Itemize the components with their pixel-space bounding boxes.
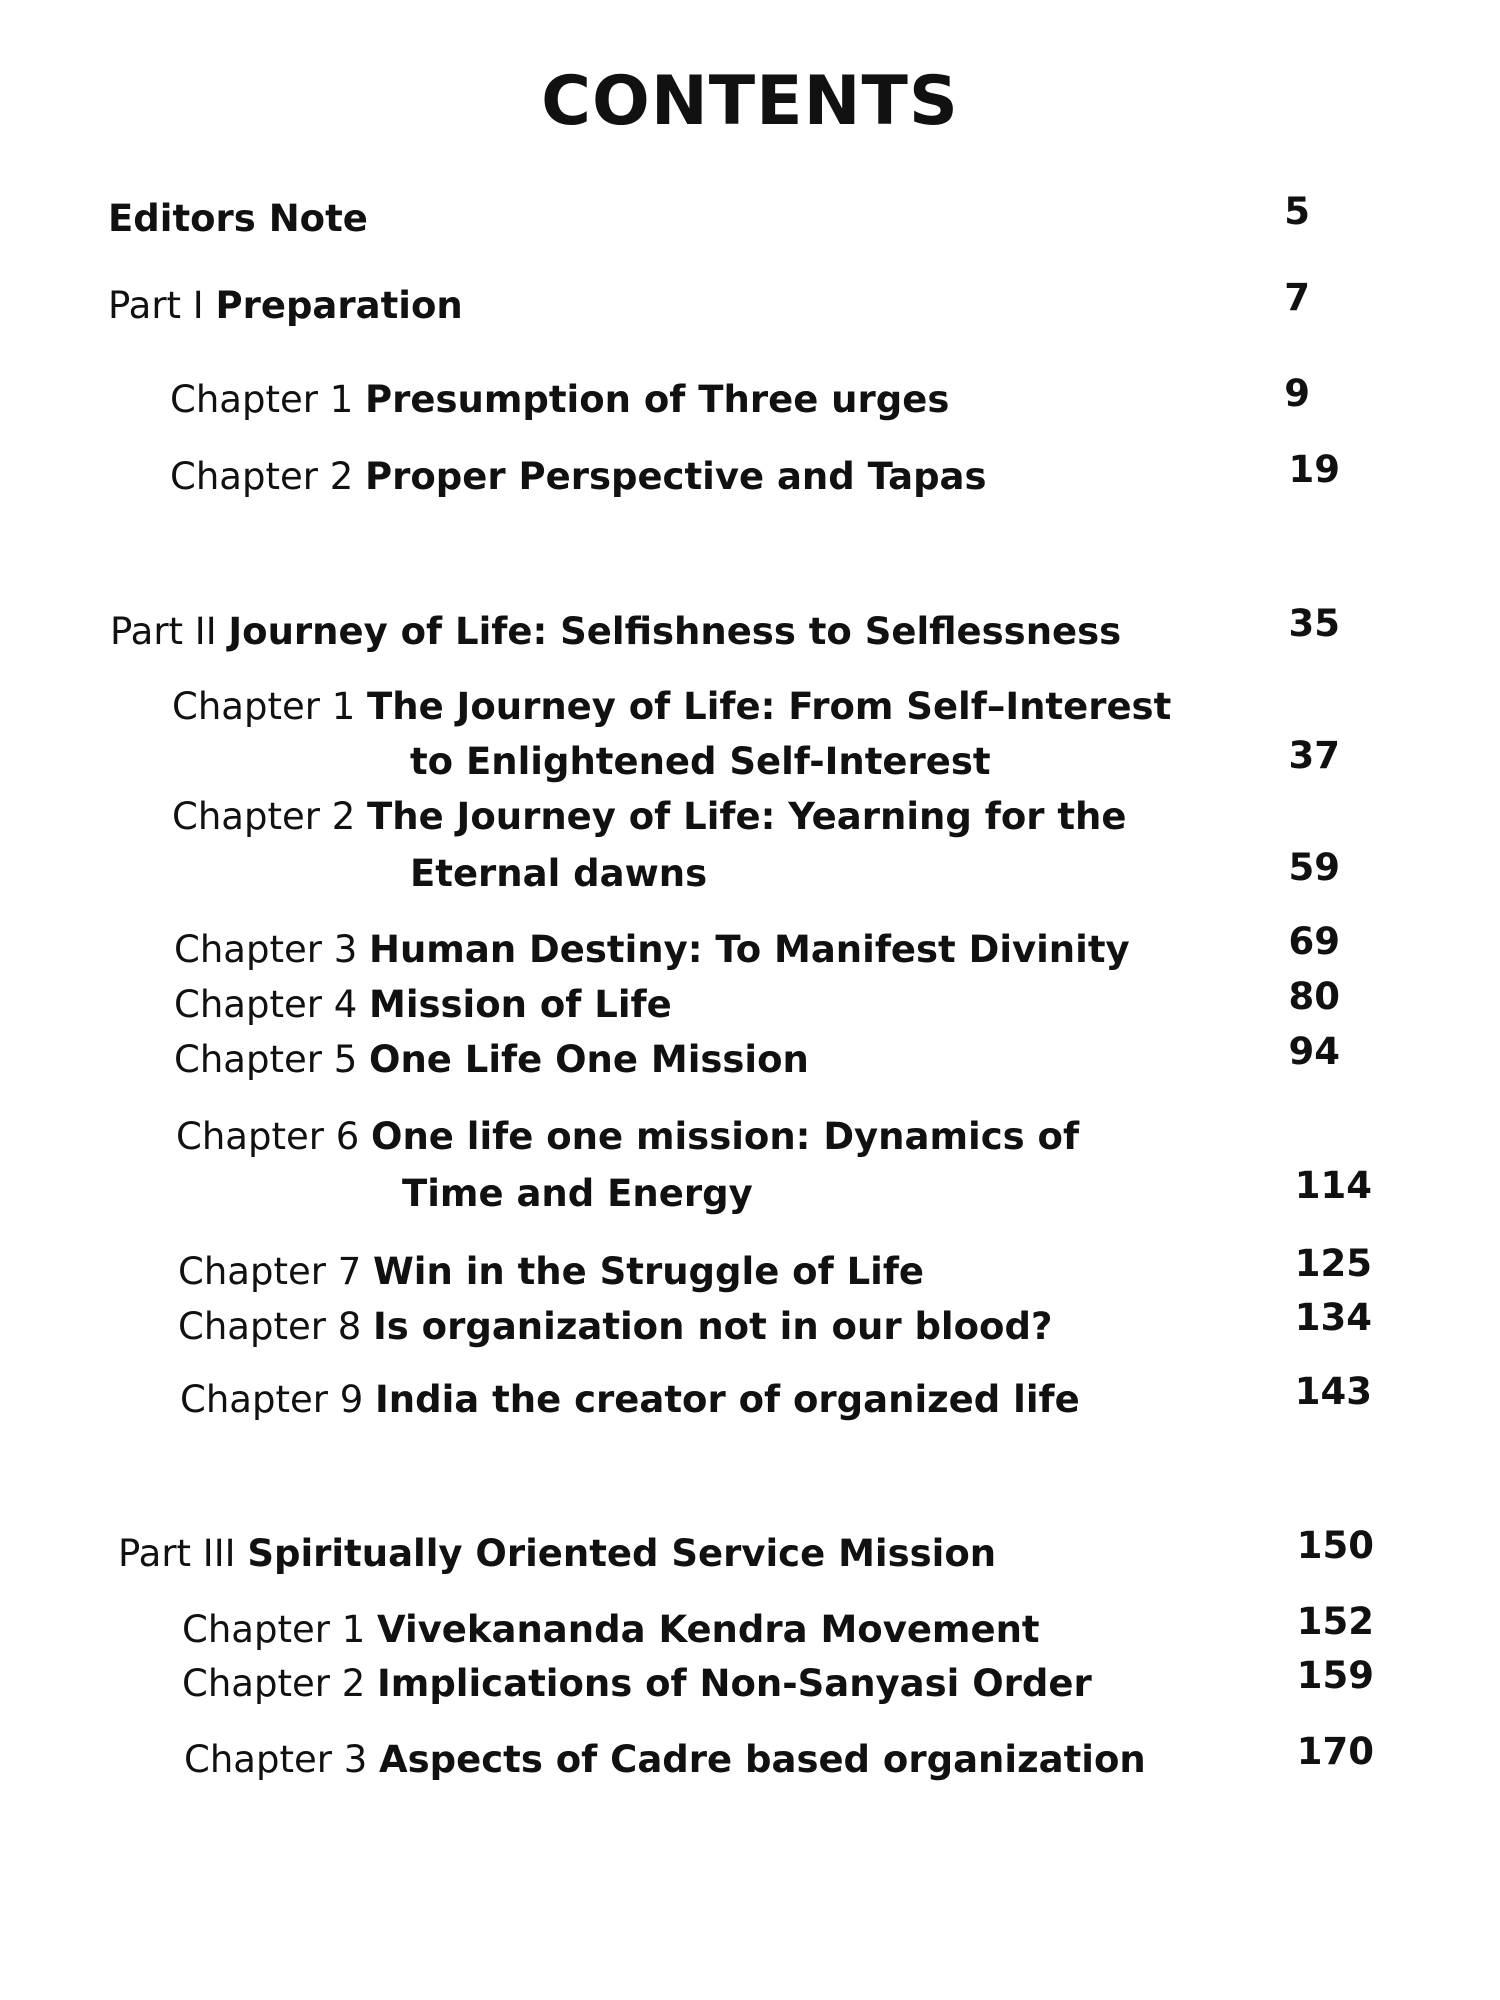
- chapter-title: Implications of Non-Sanyasi Order: [377, 1662, 1092, 1705]
- toc-entry: [178, 1305, 1052, 1349]
- chapter-label: Chapter 2: [170, 455, 354, 498]
- part-label: Part III: [118, 1532, 236, 1575]
- toc-part-2: [110, 610, 1121, 654]
- chapter-label: Chapter 2: [172, 795, 356, 838]
- page-number: 143: [1294, 1370, 1372, 1413]
- toc-entry: [174, 983, 672, 1027]
- chapter-title: Win in the Struggle of Life: [373, 1250, 925, 1293]
- chapter-label: Chapter 9: [180, 1378, 364, 1421]
- page-number: 159: [1296, 1654, 1374, 1697]
- toc-entry-continuation: [402, 1172, 753, 1216]
- page-number: 134: [1294, 1296, 1372, 1339]
- toc-part-1: [108, 284, 463, 328]
- chapter-label: Chapter 7: [178, 1250, 362, 1293]
- toc-entry: [174, 928, 1130, 972]
- chapter-title-line2: Time and Energy: [402, 1172, 753, 1215]
- page-number: 150: [1296, 1524, 1374, 1567]
- page-number: 35: [1288, 602, 1340, 645]
- chapter-title: One life one mission: Dynamics of: [371, 1115, 1080, 1158]
- toc-part-3: [118, 1532, 996, 1576]
- page-number: 125: [1294, 1242, 1372, 1285]
- toc-entry: [170, 455, 987, 499]
- chapter-title: Is organization not in our blood?: [373, 1305, 1053, 1348]
- page-number: 37: [1288, 734, 1340, 777]
- part-title: Preparation: [215, 284, 463, 327]
- toc-entry: [182, 1608, 1040, 1652]
- chapter-title-line2: Eternal dawns: [410, 852, 708, 895]
- page-title: CONTENTS: [541, 62, 959, 141]
- page-number: 152: [1296, 1600, 1374, 1643]
- chapter-label: Chapter 2: [182, 1662, 366, 1705]
- page-number: 170: [1296, 1730, 1374, 1773]
- chapter-title: The Journey of Life: Yearning for the: [367, 795, 1127, 838]
- toc-entry: [184, 1738, 1146, 1782]
- part-title: Journey of Life: Selfishness to Selflessness: [228, 610, 1122, 653]
- page-number: 19: [1288, 448, 1340, 491]
- chapter-title-line2: to Enlightened Self-Interest: [410, 740, 991, 783]
- toc-entry: [174, 1038, 809, 1082]
- toc-entry: [170, 378, 949, 422]
- chapter-label: Chapter 1: [182, 1608, 366, 1651]
- toc-entry: [182, 1662, 1092, 1706]
- chapter-label: Chapter 8: [178, 1305, 362, 1348]
- chapter-title: Mission of Life: [369, 983, 672, 1026]
- chapter-label: Chapter 3: [174, 928, 358, 971]
- page-number: 80: [1288, 975, 1340, 1018]
- chapter-label: Chapter 4: [174, 983, 358, 1026]
- chapter-title: The Journey of Life: From Self–Interest: [367, 685, 1172, 728]
- toc-entry-editors-note: [108, 197, 368, 241]
- entry-title: Editors Note: [108, 197, 368, 240]
- chapter-label: Chapter 6: [176, 1115, 360, 1158]
- chapter-label: Chapter 1: [172, 685, 356, 728]
- page-number: 9: [1284, 372, 1310, 415]
- chapter-title: Human Destiny: To Manifest Divinity: [369, 928, 1130, 971]
- toc-entry-continuation: [410, 740, 991, 784]
- toc-entry: [176, 1115, 1079, 1159]
- part-label: Part II: [110, 610, 217, 653]
- part-label: Part I: [108, 284, 204, 327]
- chapter-title: Aspects of Cadre based organization: [379, 1738, 1146, 1781]
- chapter-title: India the creator of organized life: [375, 1378, 1080, 1421]
- page-number: 7: [1284, 276, 1310, 319]
- chapter-title: Presumption of Three urges: [365, 378, 950, 421]
- toc-entry: [180, 1378, 1080, 1422]
- part-title: Spiritually Oriented Service Mission: [247, 1532, 997, 1575]
- chapter-label: Chapter 5: [174, 1038, 358, 1081]
- page-number: 69: [1288, 920, 1340, 963]
- chapter-title: Vivekananda Kendra Movement: [377, 1608, 1040, 1651]
- chapter-title: Proper Perspective and Tapas: [365, 455, 987, 498]
- chapter-label: Chapter 3: [184, 1738, 368, 1781]
- page-number: 59: [1288, 846, 1340, 889]
- page-number: 94: [1288, 1030, 1340, 1073]
- page-number: 114: [1294, 1164, 1372, 1207]
- page-number: 5: [1284, 190, 1310, 233]
- toc-entry-continuation: [410, 852, 707, 896]
- chapter-title: One Life One Mission: [369, 1038, 809, 1081]
- toc-entry: [172, 685, 1171, 729]
- toc-entry: [178, 1250, 924, 1294]
- toc-entry: [172, 795, 1127, 839]
- chapter-label: Chapter 1: [170, 378, 354, 421]
